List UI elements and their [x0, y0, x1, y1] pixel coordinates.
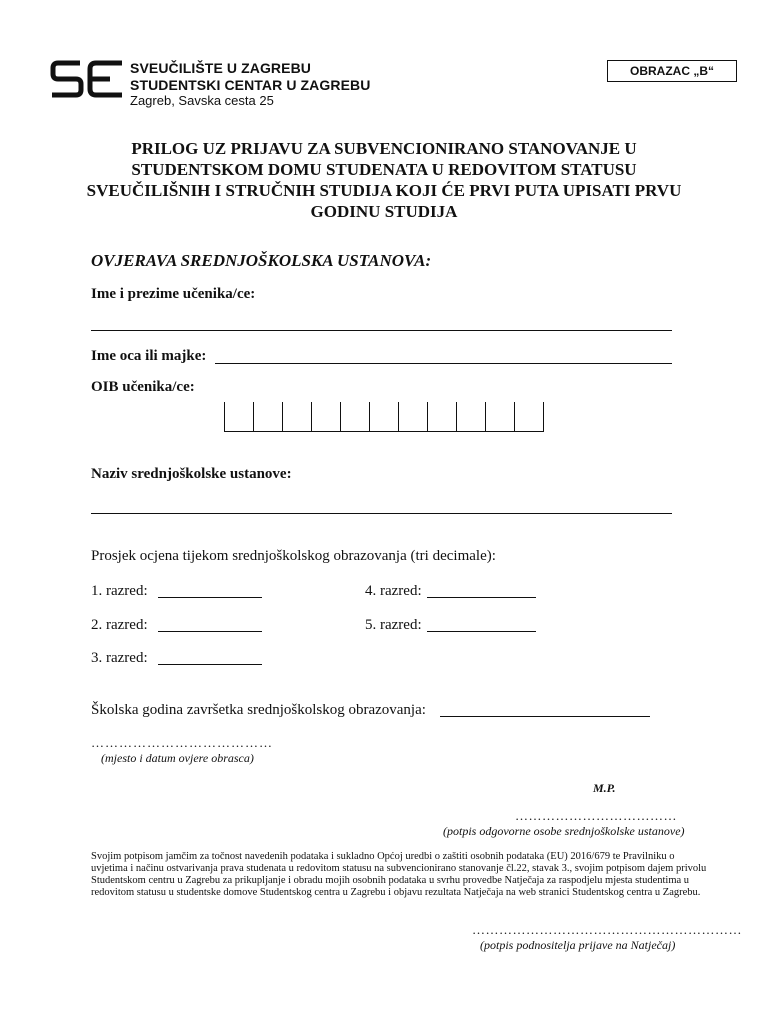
place-date-caption: (mjesto i datum ovjere obrasca): [101, 751, 254, 765]
document-title: PRILOG UZ PRIJAVU ZA SUBVENCIONIRANO STANOVANJE U STUDENTSKOM DOMU STUDENATA U REDOVITOM STATUSU SVEUČILIŠNIH I STRUČNIH STUDIJA KOJI ĆE PRVI PUTA UPISATI PRVU GODINU STUDIJA: [86, 139, 682, 221]
oib-label: OIB učenika/ce:: [91, 379, 195, 395]
oib-digit-box[interactable]: [370, 402, 399, 431]
institution-address: Zagreb, Savska cesta 25: [130, 93, 274, 108]
oib-digit-box[interactable]: [283, 402, 312, 431]
official-signature-line[interactable]: ………………………………: [515, 808, 677, 823]
form-label: OBRAZAC „B“: [630, 64, 714, 78]
applicant-signature-line[interactable]: ……………………………………………………: [472, 922, 742, 937]
grade-1-label: 1. razred:: [91, 583, 148, 599]
grade-4-label: 4. razred:: [365, 583, 422, 599]
section-subtitle: OVJERAVA SREDNJOŠKOLSKA USTANOVA:: [91, 251, 432, 270]
grade-2-label: 2. razred:: [91, 617, 148, 633]
institution-subname: STUDENTSKI CENTAR U ZAGREBU: [130, 77, 371, 93]
oib-digit-box[interactable]: [428, 402, 457, 431]
grade-3-label: 3. razred:: [91, 650, 148, 666]
parent-name-label: Ime oca ili majke:: [91, 348, 207, 364]
completion-year-field[interactable]: [440, 716, 650, 717]
grade-5-label: 5. razred:: [365, 617, 422, 633]
oib-digit-box[interactable]: [399, 402, 428, 431]
completion-year-label: Školska godina završetka srednjoškolskog obrazovanja:: [91, 702, 426, 718]
stamp-label: M.P.: [593, 781, 616, 795]
grades-intro: Prosjek ocjena tijekom srednjoškolskog obrazovanja (tri decimale):: [91, 548, 496, 564]
grade-3-field[interactable]: [158, 664, 262, 665]
grade-2-field[interactable]: [158, 631, 262, 632]
consent-declaration: Svojim potpisom jamčim za točnost navedenih podataka i sukladno Općoj uredbi o zaštiti osobnih podataka (EU) 2016/679 te Pravilniku o uvjetima i načinu ostvarivanja prava studenata u redovitom statusu na subvencionirano stanovanje čl.22, stavak 3., svojim potpisom dajem privolu Studentskom centru u Zagrebu za prikupljanje i obradu mojih osobnih podataka u svrhu provedbe Natječaja za raspodjelu mjesta studentima u redovitom statusu u studentske domove Studentskog centra u Zagrebu i objavu rezultata Natječaja na web stranici Studentskog centra u Zagrebu.: [91, 851, 707, 898]
oib-digit-box[interactable]: [457, 402, 486, 431]
oib-digit-box[interactable]: [225, 402, 254, 431]
form-label-box: [607, 60, 737, 82]
institution-name: SVEUČILIŠTE U ZAGREBU: [130, 60, 312, 76]
oib-digit-box[interactable]: [341, 402, 370, 431]
oib-digit-box[interactable]: [486, 402, 515, 431]
official-signature-caption: (potpis odgovorne osobe srednjoškolske ustanove): [443, 824, 685, 838]
place-date-line[interactable]: …………………………………: [91, 735, 273, 750]
grade-1-field[interactable]: [158, 597, 262, 598]
sc-logo-icon: [50, 60, 124, 98]
school-name-field[interactable]: [91, 513, 672, 514]
oib-input-boxes[interactable]: [224, 402, 544, 432]
student-name-field[interactable]: [91, 330, 672, 331]
oib-digit-box[interactable]: [254, 402, 283, 431]
oib-digit-box[interactable]: [515, 402, 544, 431]
oib-digit-box[interactable]: [312, 402, 341, 431]
parent-name-field[interactable]: [215, 363, 672, 364]
student-name-label: Ime i prezime učenika/ce:: [91, 286, 256, 302]
grade-5-field[interactable]: [427, 631, 536, 632]
grade-4-field[interactable]: [427, 597, 536, 598]
school-name-label: Naziv srednjoškolske ustanove:: [91, 466, 292, 482]
applicant-signature-caption: (potpis podnositelja prijave na Natječaj): [480, 938, 676, 952]
